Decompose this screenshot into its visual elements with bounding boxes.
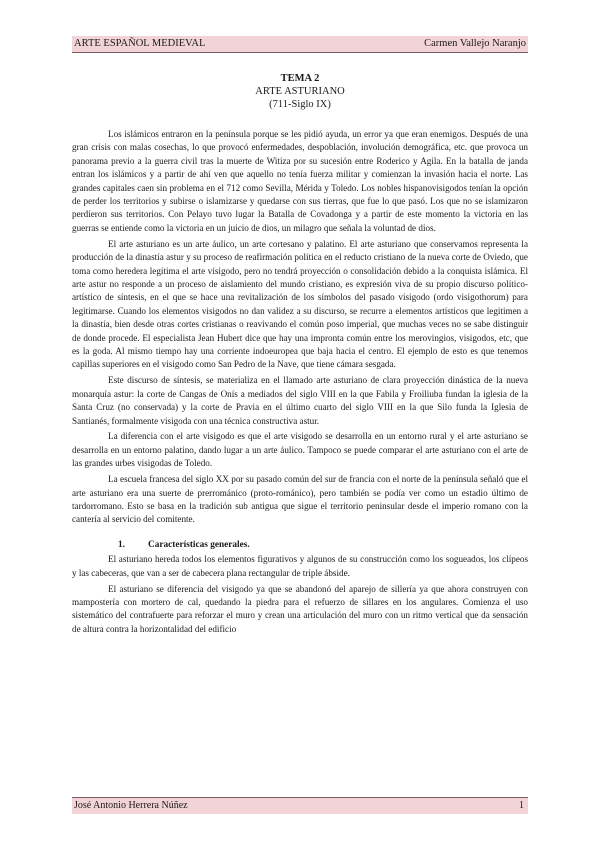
section-number: 1.: [118, 539, 125, 550]
paragraph: El arte asturiano es un arte áulico, un arte cortesano y palatino. El arte asturiano que conservamos representa la producción de la dinastía astur y su proceso de reafirmación política en el reducto cristiano de la nueva corte de Oviedo, que toma como heredera legítima el arte visigodo, pero no tendrá proyección o consolidación debido a la conquista islámica. El arte astur no responde a un proceso de aislamiento del mundo cristiano, es expresión viva de su propio discurso político-artístico de síntesis, en el que se hace una revitalización de los símbolos del pasado visigodo (ordo visigothorum) para legitimarse. Cuando los elementos visigodos no dan validez a su discurso, se recurre a elementos artísticos que legitimen a la dinastía, bien desde otras cortes cristianas o reavivando el común poso imperial, que muchas veces no se sabe distinguir de donde procede. El especialista Jean Hubert dice que hay una impronta común entre los merovingios, visigodos, etc, que es la goda. Al mismo tiempo hay una corriente indoeuropea que baja hacia el centro. El ejemplo de esto es que tenemos capillas superiores en el visigodo como San Pedro de la Nave, que tiene cámara sesgada.: [72, 238, 528, 370]
page-header: [72, 36, 528, 53]
paragraph: El asturiano hereda todos los elementos figurativos y algunos de su construcción como los sogueados, los clípeos y las cabeceras, que van a ser de cabecera plana rectangular de triple ábside.: [72, 554, 528, 578]
title-block: [72, 72, 528, 111]
paragraph: La diferencia con el arte visigodo es que el arte visigodo se desarrolla en un entorno rural y el arte asturiano se desarrolla en un entorno palatino, dando lugar a un arte áulico. Tampoco se puede comparar el arte asturiano con el arte de las grandes urbes visigodas de Toledo.: [72, 431, 528, 469]
section-heading: [72, 539, 528, 552]
paragraph: Este discurso de síntesis, se materializa en el llamado arte asturiano de clara proyección dinástica de la nueva monarquía astur: la corte de Cangas de Onís a mediados del siglo VIII en la que Fabila y Froiliuba fundan la iglesia de la Santa Cruz (no conservada) y la corte de Pravia en el último cuarto del siglo VIII en la que Silo funda la Iglesia de Santianés, formalmente visigoda con una técnica constructiva astur.: [72, 375, 528, 426]
topic-title: ARTE ASTURIANO: [255, 86, 345, 97]
header-author: Carmen Vallejo Naranjo: [424, 38, 526, 49]
document-body: [72, 128, 528, 639]
paragraph: El asturiano se diferencia del visigodo ya que se abandonó del aparejo de sillería ya que ahora construyen con mampostería con mortero de cal, quedando la piedra para el refuerzo de sillares en los angulares. Comienza el uso sistemático del contrafuerte para reforzar el muro y crean una articulación del muro con un ritmo vertical que da sensación de altura contra la horizontalidad del edificio: [72, 583, 528, 634]
paragraph: La escuela francesa del siglo XX por su pasado común del sur de francia con el norte de la península señaló que el arte asturiano era una suerte de prerrománico (proto-románico), pero también se podía ver como un estadio último de tardorromano. Esto se basa en la tradición sub antigua que sigue el territorio peninsular desde el imperio romano con la cantería al servicio del comitente.: [72, 474, 528, 525]
topic-number: TEMA 2: [280, 73, 320, 84]
page-footer: [72, 797, 528, 814]
page-number: 1: [519, 800, 524, 811]
footer-author: José Antonio Herrera Núñez: [74, 800, 188, 811]
section-title: Características generales.: [148, 539, 250, 550]
header-course-title: ARTE ESPAÑOL MEDIEVAL: [74, 38, 206, 49]
paragraph: Los islámicos entraron en la península porque se les pidió ayuda, un error ya que eran enemigos. Después de una gran crisis con malas cosechas, lo que provocó enfermedades, despoblación, involución demográfica, etc. que provoca un panorama previo a la guerra civil tras la muerte de Witiza por su sucesión entre Roderico y Agila. En la batalla de janda entran los islámicos y a partir de ahí ven que aquello no tenía fuerza militar y comienzan la invasión hacia el norte. Las grandes capitales caen sin problema en el 712 como Sevilla, Mérida y Toledo. Los nobles hispanovisigodos tenían la opción de perder los territorios y subirse o islamizarse y quedarse con sus tierras, que fue lo que pasó. Los que no se islamizaron perdieron sus territorios. Con Pelayo tuvo lugar la Batalla de Covadonga y a partir de este momento la victoria en las guerras se entiende como la victoria en un juicio de dios, un milagro que señala la voluntad de dios.: [72, 129, 528, 233]
topic-dates: (711-Siglo IX): [269, 99, 331, 110]
